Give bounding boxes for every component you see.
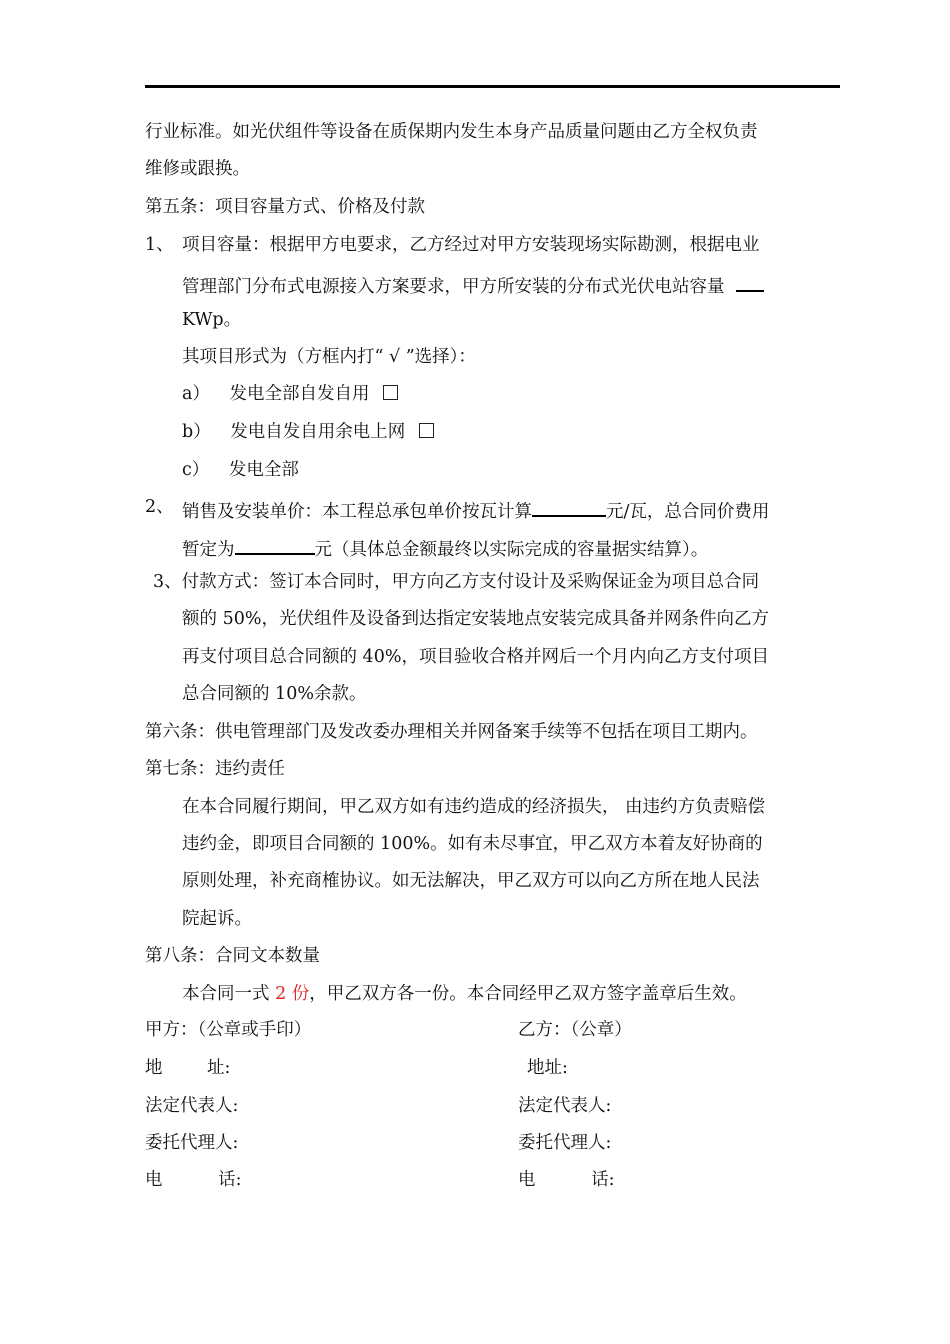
party-b-address: 地址:: [527, 1058, 568, 1078]
text-line: 暂定为 元（具体总金额最终以实际完成的容量据实结算）。: [182, 533, 708, 562]
form-intro: 其项目形式为（方框内打“ √ ”选择）：: [182, 347, 476, 367]
text-line: 违约金，即项目合同额的 100%。如有未尽事宜，甲乙双方本着友好协商的: [182, 834, 763, 854]
article-8-title: 第八条：合同文本数量: [145, 946, 320, 966]
party-a-agent: 委托代理人:: [145, 1133, 239, 1153]
option-a: a） 发电全部自发自用: [182, 382, 398, 406]
text-line: 额的 50%，光伏组件及设备到达指定安装地点安装完成具备并网条件向乙方: [182, 609, 769, 629]
header-rule: [145, 85, 840, 88]
party-b-phone: 电 话:: [518, 1170, 615, 1190]
party-a-address: 地 址:: [145, 1058, 231, 1078]
capacity-unit: KWp。: [182, 310, 242, 330]
text-line: 原则处理，补充商榷协议。如无法解决，甲乙双方可以向乙方所在地人民法: [182, 871, 760, 891]
text-line: 在本合同履行期间，甲乙双方如有违约造成的经济损失， 由违约方负责赔偿: [182, 797, 766, 817]
party-b-representative: 法定代表人:: [518, 1096, 612, 1116]
article-5-title: 第五条：项目容量方式、价格及付款: [145, 197, 425, 217]
text-line: 院起诉。: [182, 909, 252, 929]
option-b: b） 发电自发自用余电上网: [182, 420, 434, 444]
party-b-label: 乙方：（公章）: [518, 1020, 632, 1040]
text-line: 总合同额的 10%余款。: [182, 684, 367, 704]
item-2-number: 2、: [145, 497, 174, 517]
text-line: 销售及安装单价：本工程总承包单价按瓦计算 元/瓦，总合同价费用: [182, 495, 769, 524]
text-line: 管理部门分布式电源接入方案要求，甲方所安装的分布式光伏电站容量: [182, 270, 764, 299]
total-price-blank: [235, 533, 315, 555]
party-a-label: 甲方：（公章或手印）: [145, 1020, 312, 1040]
copies-count: 2 份: [275, 984, 310, 1004]
option-c: c） 发电全部: [182, 460, 299, 480]
text-line: 再支付项目总合同额的 40%，项目验收合格并网后一个月内向乙方支付项目: [182, 647, 769, 667]
text-line: 3、付款方式：签订本合同时，甲方向乙方支付设计及采购保证金为项目总合同: [153, 572, 760, 592]
text-line: 维修或跟换。: [145, 159, 250, 179]
text-line: 项目容量：根据甲方电要求，乙方经过对甲方安装现场实际勘测，根据电业: [182, 235, 760, 255]
checkbox-a[interactable]: [383, 385, 398, 400]
unit-price-blank: [532, 495, 606, 517]
item-1-number: 1、: [145, 235, 174, 255]
article-6: 第六条：供电管理部门及发改委办理相关并网备案手续等不包括在项目工期内。: [145, 722, 758, 742]
party-a-phone: 电 话:: [145, 1170, 242, 1190]
text-line: 行业标准。如光伏组件等设备在质保期内发生本身产品质量问题由乙方全权负责: [145, 122, 758, 142]
party-a-representative: 法定代表人:: [145, 1096, 239, 1116]
text-line: 本合同一式 2 份，甲乙双方各一份。本合同经甲乙双方签字盖章后生效。: [182, 984, 747, 1004]
party-b-agent: 委托代理人:: [518, 1133, 612, 1153]
article-7-title: 第七条：违约责任: [145, 759, 285, 779]
checkbox-b[interactable]: [419, 423, 434, 438]
capacity-blank: [736, 270, 764, 292]
